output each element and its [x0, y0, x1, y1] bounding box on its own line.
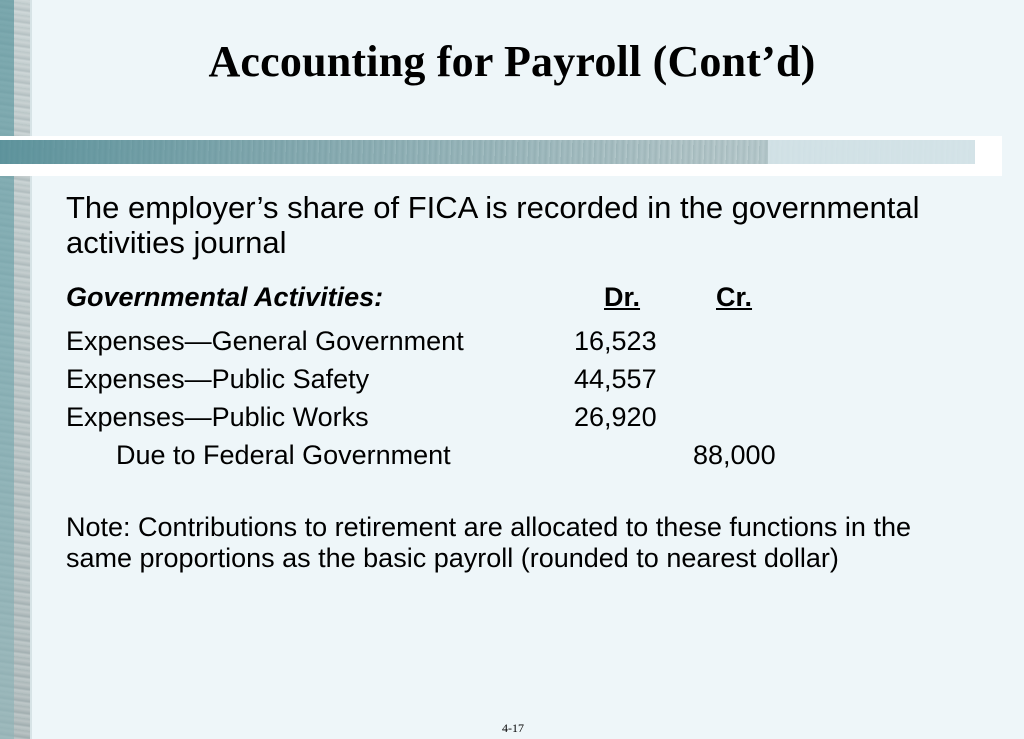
account-name: Due to Federal Government [116, 440, 451, 470]
title-divider-fade [768, 140, 975, 164]
account-name: Expenses—Public Safety [66, 364, 370, 394]
journal-row [66, 402, 826, 440]
page-number: 4-17 [502, 721, 524, 735]
journal-row [66, 326, 826, 364]
slide-title: Accounting for Payroll (Cont’d) [208, 37, 816, 86]
decorative-stone-strip [0, 0, 30, 739]
intro-text: The employer’s share of FICA is recorded in the governmental activities journal [66, 190, 920, 260]
journal-header-row [66, 282, 826, 326]
debit-amount: 26,920 [574, 402, 657, 432]
debit-amount: 44,557 [574, 364, 657, 394]
journal-entry [66, 282, 826, 478]
debit-amount: 16,523 [574, 326, 657, 356]
credit-amount: 88,000 [693, 440, 776, 470]
note-text: Note: Contributions to retirement are allocated to these functions in the same proportions as the basic payroll (rounded to nearest dollar) [66, 512, 911, 573]
account-name: Expenses—General Government [66, 326, 464, 356]
journal-row [66, 440, 826, 478]
debit-column-header: Dr. [604, 282, 641, 312]
left-edge-line [30, 0, 32, 739]
credit-column-header: Cr. [716, 282, 753, 312]
journal-heading: Governmental Activities: [66, 282, 384, 312]
account-name: Expenses—Public Works [66, 402, 369, 432]
journal-row [66, 364, 826, 402]
